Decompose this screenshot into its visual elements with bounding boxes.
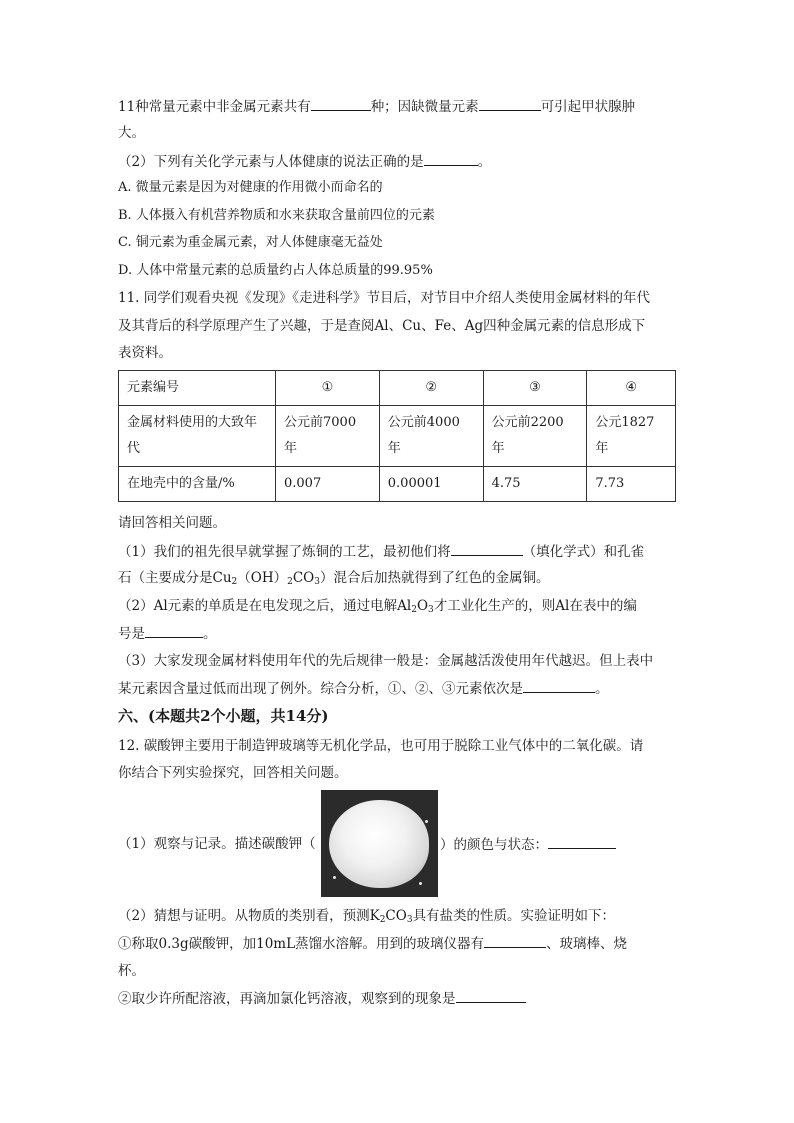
q12-sub1-left: （1）观察与记录。描述碳酸钾（ — [118, 836, 316, 852]
potassium-carbonate-photo — [321, 790, 438, 897]
q11-sub1-line-1 — [118, 541, 644, 562]
answer-blank[interactable] — [484, 933, 546, 948]
table-cell — [119, 406, 276, 467]
text: ②取少许所配溶液，再滴加氯化钙溶液，观察到的现象是 — [118, 991, 456, 1007]
subscript: 2 — [231, 577, 238, 587]
section-heading: 六、(本题共2个小题，共14分) — [118, 707, 329, 725]
table-cell — [483, 406, 587, 467]
text: O — [416, 598, 429, 614]
answer-blank[interactable] — [451, 541, 523, 556]
table-cell — [379, 406, 483, 467]
text: （2）下列有关化学元素与人体健康的说法正确的是 — [118, 154, 424, 170]
text: 具有盐类的性质。实验证明如下： — [412, 908, 616, 924]
text: 公元前7000 — [284, 415, 357, 430]
text: 可引起甲状腺肿 — [540, 99, 636, 115]
table-cell: 0.007 — [276, 467, 380, 502]
q12-step1-line-1 — [118, 933, 627, 954]
text: 某元素因含量过低而出现了例外。综合分析，①、②、③元素依次是 — [118, 681, 523, 697]
text: 石（主要成分是Cu — [118, 570, 232, 586]
q12-step1-line-2: 杯。 — [118, 963, 145, 979]
answer-blank[interactable] — [548, 834, 616, 849]
q11-line-1: 11. 同学们观看央视《发现》《走进科学》节目后，对节目中介绍人类使用金属材料的年代 — [118, 290, 651, 306]
q11-line-3: 表资料。 — [118, 345, 172, 361]
table-cell: ③ — [483, 371, 587, 406]
answer-blank[interactable] — [523, 678, 595, 693]
answer-blank[interactable] — [479, 96, 541, 111]
q12-step2 — [118, 988, 526, 1009]
answer-blank[interactable] — [456, 988, 526, 1003]
text: ）的颜色与状态： — [440, 837, 548, 853]
q11-line-2: 及其背后的科学原理产生了兴趣，于是查阅Al、Cu、Fe、Ag四种金属元素的信息形成下 — [118, 318, 646, 334]
table-cell — [276, 406, 380, 467]
text: 金属材料使用的大致年 — [127, 415, 258, 430]
table-cell: 4.75 — [483, 467, 587, 502]
q11-after-table: 请回答相关问题。 — [118, 515, 226, 531]
option-c: C. 铜元素为重金属元素，对人体健康毫无益处 — [118, 235, 383, 250]
text: （填化学式）和孔雀 — [522, 544, 645, 560]
text: CO — [292, 570, 315, 586]
q11-sub3-line-2 — [118, 678, 609, 699]
subscript: 3 — [428, 605, 434, 615]
table-cell: 0.00001 — [379, 467, 483, 502]
text: CO — [385, 908, 407, 924]
text: （OH） — [237, 570, 288, 586]
text: 11种常量元素中非金属元素共有 — [118, 99, 311, 115]
text: 。 — [477, 154, 492, 170]
text: 年 — [595, 441, 609, 456]
q11-sub2-line-2 — [118, 623, 217, 644]
answer-blank[interactable] — [311, 96, 371, 111]
q10-line-2: 大。 — [118, 125, 145, 141]
subscript: 3 — [314, 577, 320, 587]
subscript: 2 — [379, 915, 386, 925]
table-header-row — [119, 371, 676, 406]
text: 年 — [387, 441, 401, 456]
text: ①称取0.3g碳酸钾，加10mL蒸馏水溶解。用到的玻璃仪器有 — [118, 936, 485, 952]
subscript: 2 — [411, 605, 417, 615]
text: 公元1827 — [595, 415, 655, 430]
table-cell: 在地壳中的含量/% — [119, 467, 276, 502]
table-cell: 7.73 — [587, 467, 676, 502]
text: 公元前2200 — [491, 415, 564, 430]
q11-sub2-line-1 — [118, 596, 637, 620]
q12-sub2 — [118, 906, 615, 930]
table-cell: ④ — [587, 371, 676, 406]
option-d: D. 人体中常量元素的总质量约占人体总质量的99.95% — [118, 263, 433, 278]
table-cell: ① — [276, 371, 380, 406]
text: 年 — [284, 441, 298, 456]
text: （2）猜想与证明。从物质的类别看，预测K — [118, 908, 380, 924]
text: 公元前4000 — [387, 415, 460, 430]
option-a: A. 微量元素是因为对健康的作用微小而命名的 — [118, 180, 383, 195]
text: （1）我们的祖先很早就掌握了炼铜的工艺，最初他们将 — [118, 544, 451, 560]
speck — [425, 820, 428, 823]
q10-sub2-stem — [118, 151, 491, 172]
q11-sub1-line-2 — [118, 568, 549, 592]
text: 年 — [491, 441, 505, 456]
table-row — [119, 406, 676, 467]
q12-sub1-right — [440, 834, 616, 855]
q12-line-2: 你结合下列实验探究，回答相关问题。 — [118, 765, 348, 781]
text: 。 — [595, 681, 609, 697]
text: 代 — [127, 441, 141, 456]
speck — [333, 876, 336, 879]
q12-line-1: 12. 碳酸钾主要用于制造钾玻璃等无机化学品，也可用于脱除工业气体中的二氧化碳。请 — [118, 738, 644, 754]
text: 、玻璃棒、烧 — [546, 936, 628, 952]
text: 种；因缺微量元素 — [370, 99, 479, 115]
answer-blank[interactable] — [424, 151, 478, 166]
text: 才工业化生产的，则Al在表中的编 — [433, 598, 637, 614]
subscript: 3 — [406, 915, 413, 925]
text: ）混合后加热就得到了红色的金属铜。 — [319, 570, 550, 586]
table-cell — [587, 406, 676, 467]
table-cell: ② — [379, 371, 483, 406]
text: 。 — [203, 626, 217, 642]
q11-sub3-line-1: （3）大家发现金属材料使用年代的先后规律一般是：金属越活泼使用年代越迟。但上表中 — [118, 653, 654, 669]
q10-line-1 — [118, 96, 635, 117]
text: （2）Al元素的单质是在电发现之后，通过电解Al — [118, 598, 412, 614]
subscript: 2 — [287, 577, 293, 587]
text: 号是 — [118, 626, 145, 642]
option-b: B. 人体摄入有机营养物质和水来获取含量前四位的元素 — [118, 208, 435, 223]
table-cell: 元素编号 — [119, 371, 276, 406]
metal-info-table — [118, 370, 676, 502]
answer-blank[interactable] — [145, 623, 203, 638]
table-row — [119, 467, 676, 502]
speck — [419, 882, 422, 885]
white-powder-pile — [329, 800, 429, 888]
